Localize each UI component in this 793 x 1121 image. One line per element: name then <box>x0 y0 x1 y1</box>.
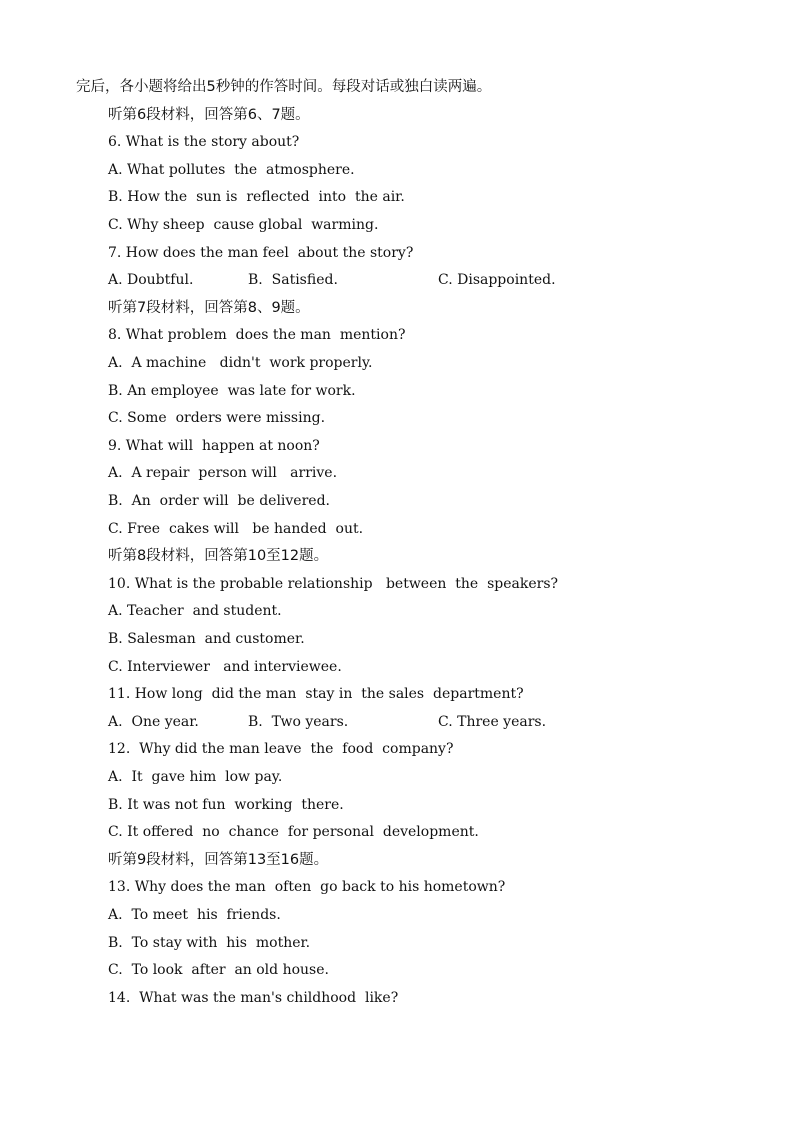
answer-option: C. It offered no chance for personal development. <box>108 824 479 840</box>
answer-option: A. Doubtful. <box>108 272 194 288</box>
answer-option: B. Two years. <box>248 714 349 730</box>
answer-option: C. Why sheep cause global warming. <box>108 217 379 233</box>
question-text: 6. What is the story about? <box>108 134 300 150</box>
answer-option: C. Interviewer and interviewee. <box>108 659 342 675</box>
question-text: 12. Why did the man leave the food company? <box>108 741 454 757</box>
question-text: 7. How does the man feel about the story? <box>108 245 414 261</box>
question-text: 11. How long did the man stay in the sales department? <box>108 686 524 702</box>
question-text: 10. What is the probable relationship between the speakers? <box>108 576 559 592</box>
question-text: 14. What was the man's childhood like? <box>108 990 399 1006</box>
section-heading: 听第6段材料，回答第6、7题。 <box>108 107 310 123</box>
answer-option: B. An order will be delivered. <box>108 493 330 509</box>
answer-option: B. Satisfied. <box>248 272 338 288</box>
question-text: 8. What problem does the man mention? <box>108 327 406 343</box>
answer-option: C. Disappointed. <box>438 272 556 288</box>
answer-option: A. To meet his friends. <box>108 907 281 923</box>
answer-option: A. It gave him low pay. <box>108 769 283 785</box>
question-text: 13. Why does the man often go back to his hometown? <box>108 879 506 895</box>
answer-option: A. A repair person will arrive. <box>108 465 338 481</box>
answer-option: C. Three years. <box>438 714 547 730</box>
answer-option: B. It was not fun working there. <box>108 797 344 813</box>
answer-option: C. Some orders were missing. <box>108 410 326 426</box>
instructions-text: 完后，各小题将给出5秒钟的作答时间。每段对话或独白读两遍。 <box>76 79 492 95</box>
answer-option: C. To look after an old house. <box>108 962 329 978</box>
answer-option: B. How the sun is reflected into the air. <box>108 189 405 205</box>
answer-option: B. Salesman and customer. <box>108 631 305 647</box>
question-text: 9. What will happen at noon? <box>108 438 320 454</box>
answer-option: A. What pollutes the atmosphere. <box>108 162 355 178</box>
section-heading: 听第7段材料，回答第8、9题。 <box>108 300 310 316</box>
section-heading: 听第8段材料，回答第10至12题。 <box>108 548 329 564</box>
answer-option: A. A machine didn't work properly. <box>108 355 373 371</box>
answer-option: B. To stay with his mother. <box>108 935 311 951</box>
answer-option: A. Teacher and student. <box>108 603 282 619</box>
answer-option: B. An employee was late for work. <box>108 383 356 399</box>
answer-option: A. One year. <box>108 714 199 730</box>
section-heading: 听第9段材料，回答第13至16题。 <box>108 852 329 868</box>
answer-option: C. Free cakes will be handed out. <box>108 521 364 537</box>
